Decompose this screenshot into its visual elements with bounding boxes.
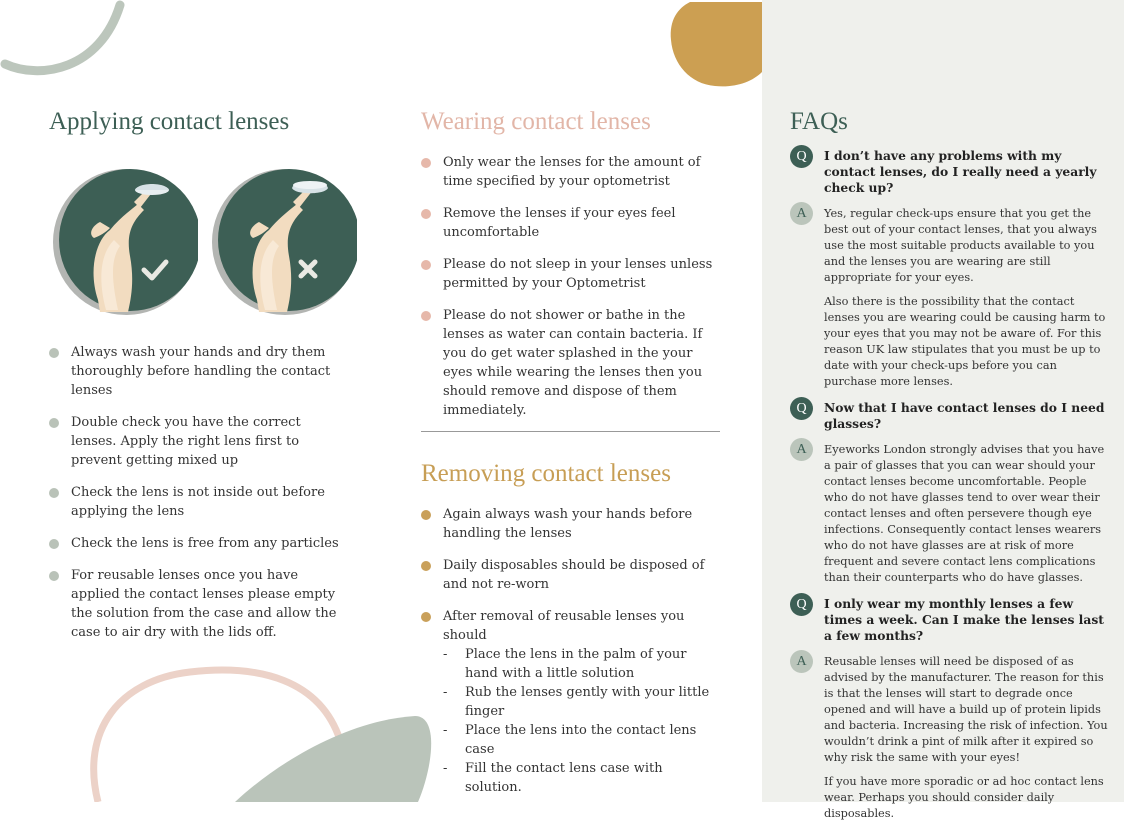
faq-answer — [790, 654, 1108, 822]
list-item — [49, 483, 349, 521]
answer-text: Also there is the possibility that the contact lenses you are wearing could be causing harm to your eyes that you may not be aware of. For this reason UK law stipulates that you must be up to date with your check-ups before you can purchase more lenses. — [824, 295, 1106, 388]
answer-badge: A — [790, 202, 813, 225]
faq-question — [790, 400, 1108, 432]
faq-answer — [790, 206, 1108, 390]
answer-text: Reusable lenses will need be disposed of as advised by the manufacturer. The reason for this is that the lenses will start to degrade once opened and will have a build up of protein lipids and bacteria. Increasing the risk of infection. You wouldn’t drink a pint of milk after it expired so why risk the same with your eyes! — [824, 655, 1108, 764]
answer-badge: A — [790, 650, 813, 673]
step-item: - Fill the contact lens case with solution. — [443, 759, 721, 797]
answer-text: If you have more sporadic or ad hoc contact lens wear. Perhaps you should consider daily disposables. — [824, 775, 1104, 820]
applying-section — [49, 108, 349, 136]
list-item-text: For reusable lenses once you have applied the contact lenses please empty the solution from the case and allow the case to air dry with the lids off. — [71, 568, 337, 640]
lens-illustration-correct — [48, 160, 198, 320]
list-item — [421, 306, 721, 420]
list-item — [421, 505, 721, 543]
top-left-arc — [5, 5, 120, 71]
bullet-dot — [421, 612, 431, 622]
question-text: Now that I have contact lenses do I need glasses? — [824, 400, 1105, 431]
bullet-dot — [421, 510, 431, 520]
list-item-text: Only wear the lenses for the amount of time specified by your optometrist — [443, 155, 701, 189]
bullet-dot — [421, 260, 431, 270]
bullet-dot — [421, 158, 431, 168]
list-item — [421, 153, 721, 191]
bullet-dot — [421, 561, 431, 571]
list-item — [49, 413, 349, 470]
removing-section — [421, 460, 721, 797]
list-item — [421, 255, 721, 293]
list-item-text: Check the lens is free from any particles — [71, 536, 339, 551]
removing-title: Removing contact lenses — [421, 460, 671, 487]
question-text: I only wear my monthly lenses a few times a week. Can I make the lenses last a few months? — [824, 596, 1104, 643]
bullet-dot — [421, 209, 431, 219]
applying-title: Applying contact lenses — [49, 108, 290, 135]
list-item-text: Remove the lenses if your eyes feel uncomfortable — [443, 206, 676, 240]
list-item — [421, 204, 721, 242]
faq-question — [790, 148, 1108, 196]
step-item: - Place the lens into the contact lens case — [443, 721, 721, 759]
faq-answer — [790, 442, 1108, 586]
gold-blob — [671, 2, 762, 86]
list-item — [421, 607, 721, 797]
question-badge: Q — [790, 593, 813, 616]
question-badge: Q — [790, 397, 813, 420]
list-item-text: Double check you have the correct lenses. Apply the right lens first to prevent getting mixed up — [71, 415, 301, 468]
wearing-title: Wearing contact lenses — [421, 108, 651, 135]
list-item-text: Please do not sleep in your lenses unless permitted by your Optometrist — [443, 257, 713, 291]
bullet-dot — [49, 539, 59, 549]
answer-text: Eyeworks London strongly advises that you have a pair of glasses that you can wear should your contact lenses become uncomfortable. People who do not have glasses tend to over wear their contact lenses and often persevere though eye infections. Consequently contact lenses wearers who do not have glasses are at risk of more frequent and severe contact lens complications than their counterparts who do have glasses. — [824, 443, 1105, 584]
faq-item — [790, 400, 1108, 586]
lens-illustration-incorrect — [207, 160, 357, 320]
list-item-text: Again always wash your hands before handling the lenses — [443, 507, 693, 541]
wearing-list — [421, 153, 721, 420]
bullet-dot — [49, 418, 59, 428]
answer-badge: A — [790, 438, 813, 461]
bullet-dot — [49, 488, 59, 498]
wearing-section — [421, 108, 721, 420]
faq-section — [790, 108, 1108, 822]
list-item — [421, 556, 721, 594]
cleaning-steps — [443, 645, 721, 797]
list-item-text: After removal of reusable lenses you should — [443, 609, 685, 643]
question-badge: Q — [790, 145, 813, 168]
list-item-text: Always wash your hands and dry them thoroughly before handling the contact lenses — [71, 345, 331, 398]
applying-list — [49, 343, 349, 642]
applying-list-wrap — [49, 343, 349, 642]
list-item — [49, 566, 349, 642]
faq-question — [790, 596, 1108, 644]
list-item — [49, 534, 349, 553]
bullet-dot — [421, 311, 431, 321]
list-item-text: Daily disposables should be disposed of and not re-worn — [443, 558, 705, 592]
step-item: - Place the lens in the palm of your hand with a little solution — [443, 645, 721, 683]
step-item: - Rub the lenses gently with your little finger — [443, 683, 721, 721]
list-item-text: Check the lens is not inside out before applying the lens — [71, 485, 325, 519]
faq-item — [790, 596, 1108, 822]
section-divider — [421, 431, 720, 432]
answer-text: Yes, regular check-ups ensure that you get the best out of your contact lenses, that you always use the most suitable products available to you and the lenses you are wearing are still appropriate for your eyes. — [824, 207, 1097, 284]
list-item-text: Please do not shower or bathe in the lenses as water can contain bacteria. If you do get water splashed in the your eyes while wearing the lenses then you should remove and dispose of them immediately. — [443, 308, 703, 418]
faq-title: FAQs — [790, 108, 848, 135]
list-item — [49, 343, 349, 400]
removing-list — [421, 505, 721, 797]
bullet-dot — [49, 348, 59, 358]
question-text: I don’t have any problems with my contact lenses, do I really need a yearly check up? — [824, 148, 1097, 195]
bullet-dot — [49, 571, 59, 581]
faq-item — [790, 148, 1108, 390]
